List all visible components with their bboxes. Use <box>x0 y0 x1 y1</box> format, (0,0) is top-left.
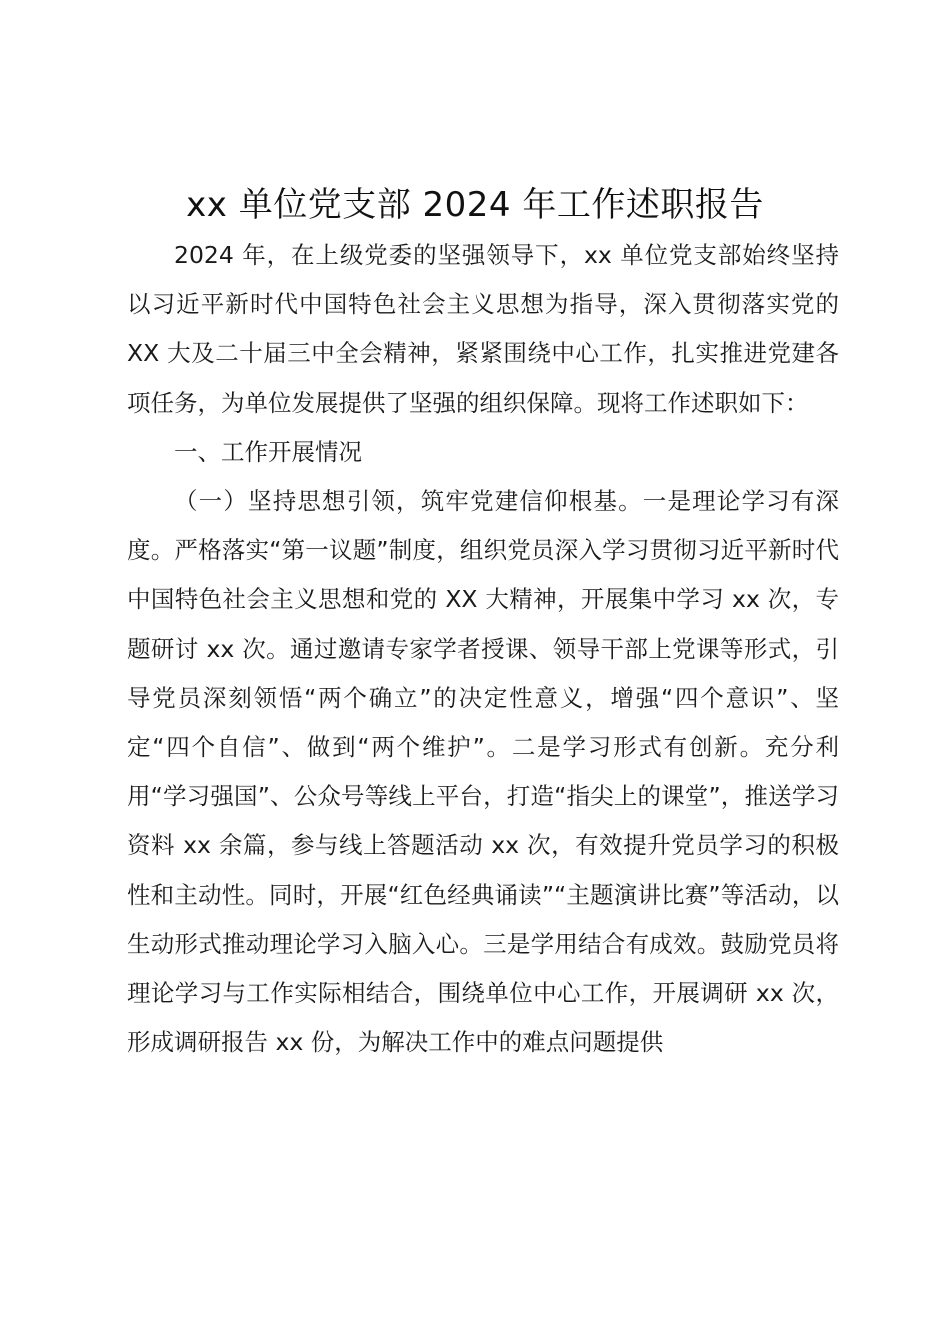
section-heading: 一、工作开展情况 <box>174 437 362 466</box>
document-body <box>127 231 839 1067</box>
document-title: xx 单位党支部 2024 年工作述职报告 <box>186 185 764 225</box>
subsection-paragraph: （一）坚持思想引领，筑牢党建信仰根基。一是理论学习有深度。严格落实“第一议题”制度，组织党员深入学习贯彻习近平新时代中国特色社会主义思想和党的 XX 大精神，开展集中学习 xx 次，专题研讨 xx 次。通过邀请专家学者授课、领导干部上党课等形式，引导党员深刻领悟“两个确立”的决定性意义，增强“四个意识”、坚定“四个自信”、做到“两个维护”。二是学习形式有创新。充分利用“学习强国”、公众号等线上平台，打造“指尖上的课堂”，推送学习资料 xx 余篇，参与线上答题活动 xx 次，有效提升党员学习的积极性和主动性。同时，开展“红色经典诵读”“主题演讲比赛”等活动，以生动形式推动理论学习入脑入心。三是学用结合有成效。鼓励党员将理论学习与工作实际相结合，围绕单位中心工作，开展调研 xx 次，形成调研报告 xx 份，为解决工作中的难点问题提供 <box>127 487 839 1057</box>
intro-paragraph: 2024 年，在上级党委的坚强领导下，xx 单位党支部始终坚持以习近平新时代中国特色社会主义思想为指导，深入贯彻落实党的 XX 大及二十届三中全会精神，紧紧围绕中心工作，扎实推进党建各项任务，为单位发展提供了坚强的组织保障。现将工作述职如下： <box>127 241 839 417</box>
